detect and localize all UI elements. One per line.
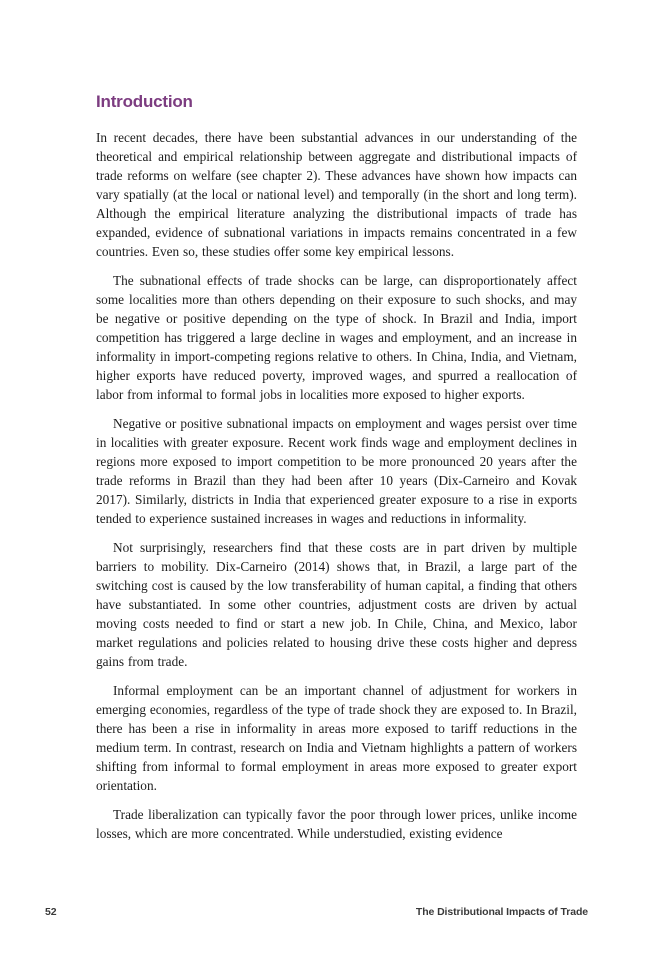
running-title: The Distributional Impacts of Trade [415, 906, 588, 918]
paragraph: In recent decades, there have been substantial advances in our understanding of the theoretical and empirical relationship between aggregate and distributional impacts of trade reforms on welfare (see chapter 2). These advances have shown how impacts can vary spatially (at the local or national level) and temporally (in the short and long term). Although the empirical literature analyzing the distributional impacts of trade has expanded, evidence of subnational variations in impacts remains concentrated in a few countries. Even so, these studies offer some key empirical lessons. [96, 130, 577, 259]
paragraph: Informal employment can be an important channel of adjustment for workers in emerging economies, regardless of the type of trade shock they are exposed to. In Brazil, there has been a rise in informality in areas more exposed to tariff reductions in the medium term. In contrast, research on India and Vietnam highlights a pattern of workers shifting from informal to formal employment in areas more exposed to greater export orientation. [96, 683, 577, 793]
page-number: 52 [45, 906, 57, 918]
page-footer [45, 906, 588, 918]
paragraph: The subnational effects of trade shocks can be large, can disproportionately affect some localities more than others depending on their exposure to such shocks, and may be negative or positive depending on the type of shock. In Brazil and India, import competition has triggered a large decline in wages and employment, and an increase in informality in import-competing regions relative to others. In China, India, and Vietnam, higher exports have reduced poverty, improved wages, and spurred a reallocation of labor from informal to formal jobs in localities more exposed to higher exports. [96, 273, 577, 402]
paragraph: Negative or positive subnational impacts on employment and wages persist over time in localities with greater exposure. Recent work finds wage and employment declines in regions more exposed to import competition to be more pronounced 20 years after the trade reforms in Brazil than they had been after 10 years (Dix-Carneiro and Kovak 2017). Similarly, districts in India that experienced greater exposure to a rise in exports tended to experience sustained increases in wages and reductions in informality. [96, 416, 577, 526]
section-heading: Introduction [96, 92, 193, 111]
page-content [96, 92, 577, 853]
paragraph: Trade liberalization can typically favor the poor through lower prices, unlike income losses, which are more concentrated. While understudied, existing evidence [96, 807, 577, 841]
paragraph: Not surprisingly, researchers find that these costs are in part driven by multiple barriers to mobility. Dix-Carneiro (2014) shows that, in Brazil, a large part of the switching cost is caused by the low transferability of human capital, a finding that others have substantiated. In some other countries, adjustment costs are driven by actual moving costs needed to find or start a new job. In Chile, China, and Mexico, labor market regulations and policies related to housing drive these costs higher and depress gains from trade. [96, 540, 577, 669]
